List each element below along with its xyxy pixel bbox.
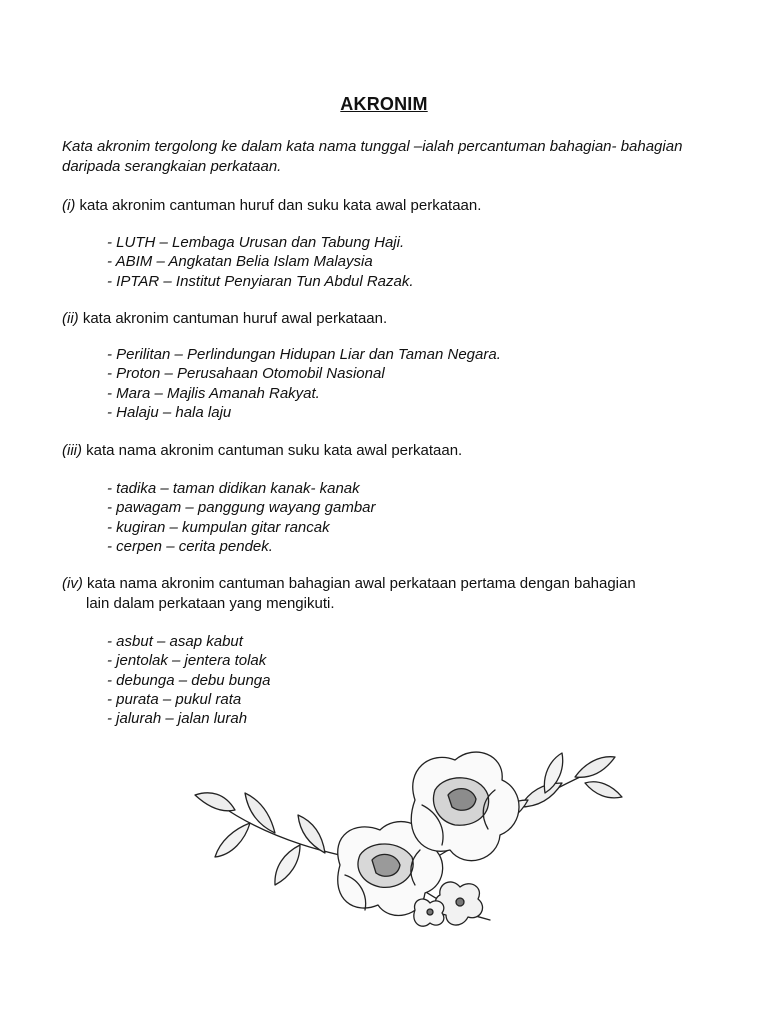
section-i-number: (i) bbox=[62, 197, 76, 214]
section-ii-heading bbox=[62, 309, 712, 329]
section-iv-text: kata nama akronim cantuman bahagian awal perkataan pertama dengan bahagian bbox=[82, 575, 636, 592]
list-item: - IPTAR – Institut Penyiaran Tun Abdul Razak. bbox=[107, 272, 414, 290]
page-title: AKRONIM bbox=[340, 94, 428, 114]
section-iv-list bbox=[107, 632, 667, 728]
section-i-heading bbox=[62, 196, 712, 216]
section-ii-list bbox=[107, 345, 667, 422]
list-item: - jentolak – jentera tolak bbox=[107, 652, 267, 670]
section-ii-text: kata akronim cantuman huruf awal perkataan. bbox=[78, 310, 388, 327]
intro-paragraph: Kata akronim tergolong ke dalam kata nama tunggal –ialah percantuman bahagian- bahagian daripada serangkaian perkataan. bbox=[62, 138, 683, 175]
list-item: - Perilitan – Perlindungan Hidupan Liar dan Taman Negara. bbox=[107, 346, 501, 363]
list-item: - pawagam – panggung wayang gambar bbox=[107, 499, 376, 517]
list-item: - tadika – taman didikan kanak- kanak bbox=[107, 480, 360, 497]
list-item: - Mara – Majlis Amanah Rakyat. bbox=[107, 384, 320, 402]
section-ii-number: (ii) bbox=[62, 310, 79, 327]
list-item: - LUTH – Lembaga Urusan dan Tabung Haji. bbox=[107, 234, 405, 251]
section-iv-text-continued: lain dalam perkataan yang mengikuti. bbox=[86, 595, 335, 612]
list-item: - jalurah – jalan lurah bbox=[107, 710, 248, 728]
section-iii-number: (iii) bbox=[62, 442, 82, 459]
section-iv-number: (iv) bbox=[62, 575, 83, 592]
section-iii-list bbox=[107, 479, 667, 556]
section-i-text: kata akronim cantuman huruf dan suku kata awal perkataan. bbox=[75, 197, 482, 214]
list-item: - kugiran – kumpulan gitar rancak bbox=[107, 518, 330, 536]
section-i-list bbox=[107, 233, 667, 291]
floral-illustration bbox=[190, 745, 630, 945]
section-iii-heading bbox=[62, 441, 712, 461]
right-flower bbox=[411, 752, 519, 861]
list-item: - cerpen – cerita pendek. bbox=[107, 537, 273, 555]
list-item: - Proton – Perusahaan Otomobil Nasional bbox=[107, 365, 385, 383]
list-item: - debunga – debu bunga bbox=[107, 671, 271, 689]
leaf bbox=[195, 793, 235, 811]
list-item: - purata – pukul rata bbox=[107, 690, 242, 708]
list-item: - asbut – asap kabut bbox=[107, 633, 243, 650]
list-item: - Halaju – hala laju bbox=[107, 403, 232, 421]
list-item: - ABIM – Angkatan Belia Islam Malaysia bbox=[107, 253, 373, 271]
section-iii-text: kata nama akronim cantuman suku kata awal perkataan. bbox=[82, 442, 463, 459]
section-iv-heading bbox=[62, 574, 712, 614]
